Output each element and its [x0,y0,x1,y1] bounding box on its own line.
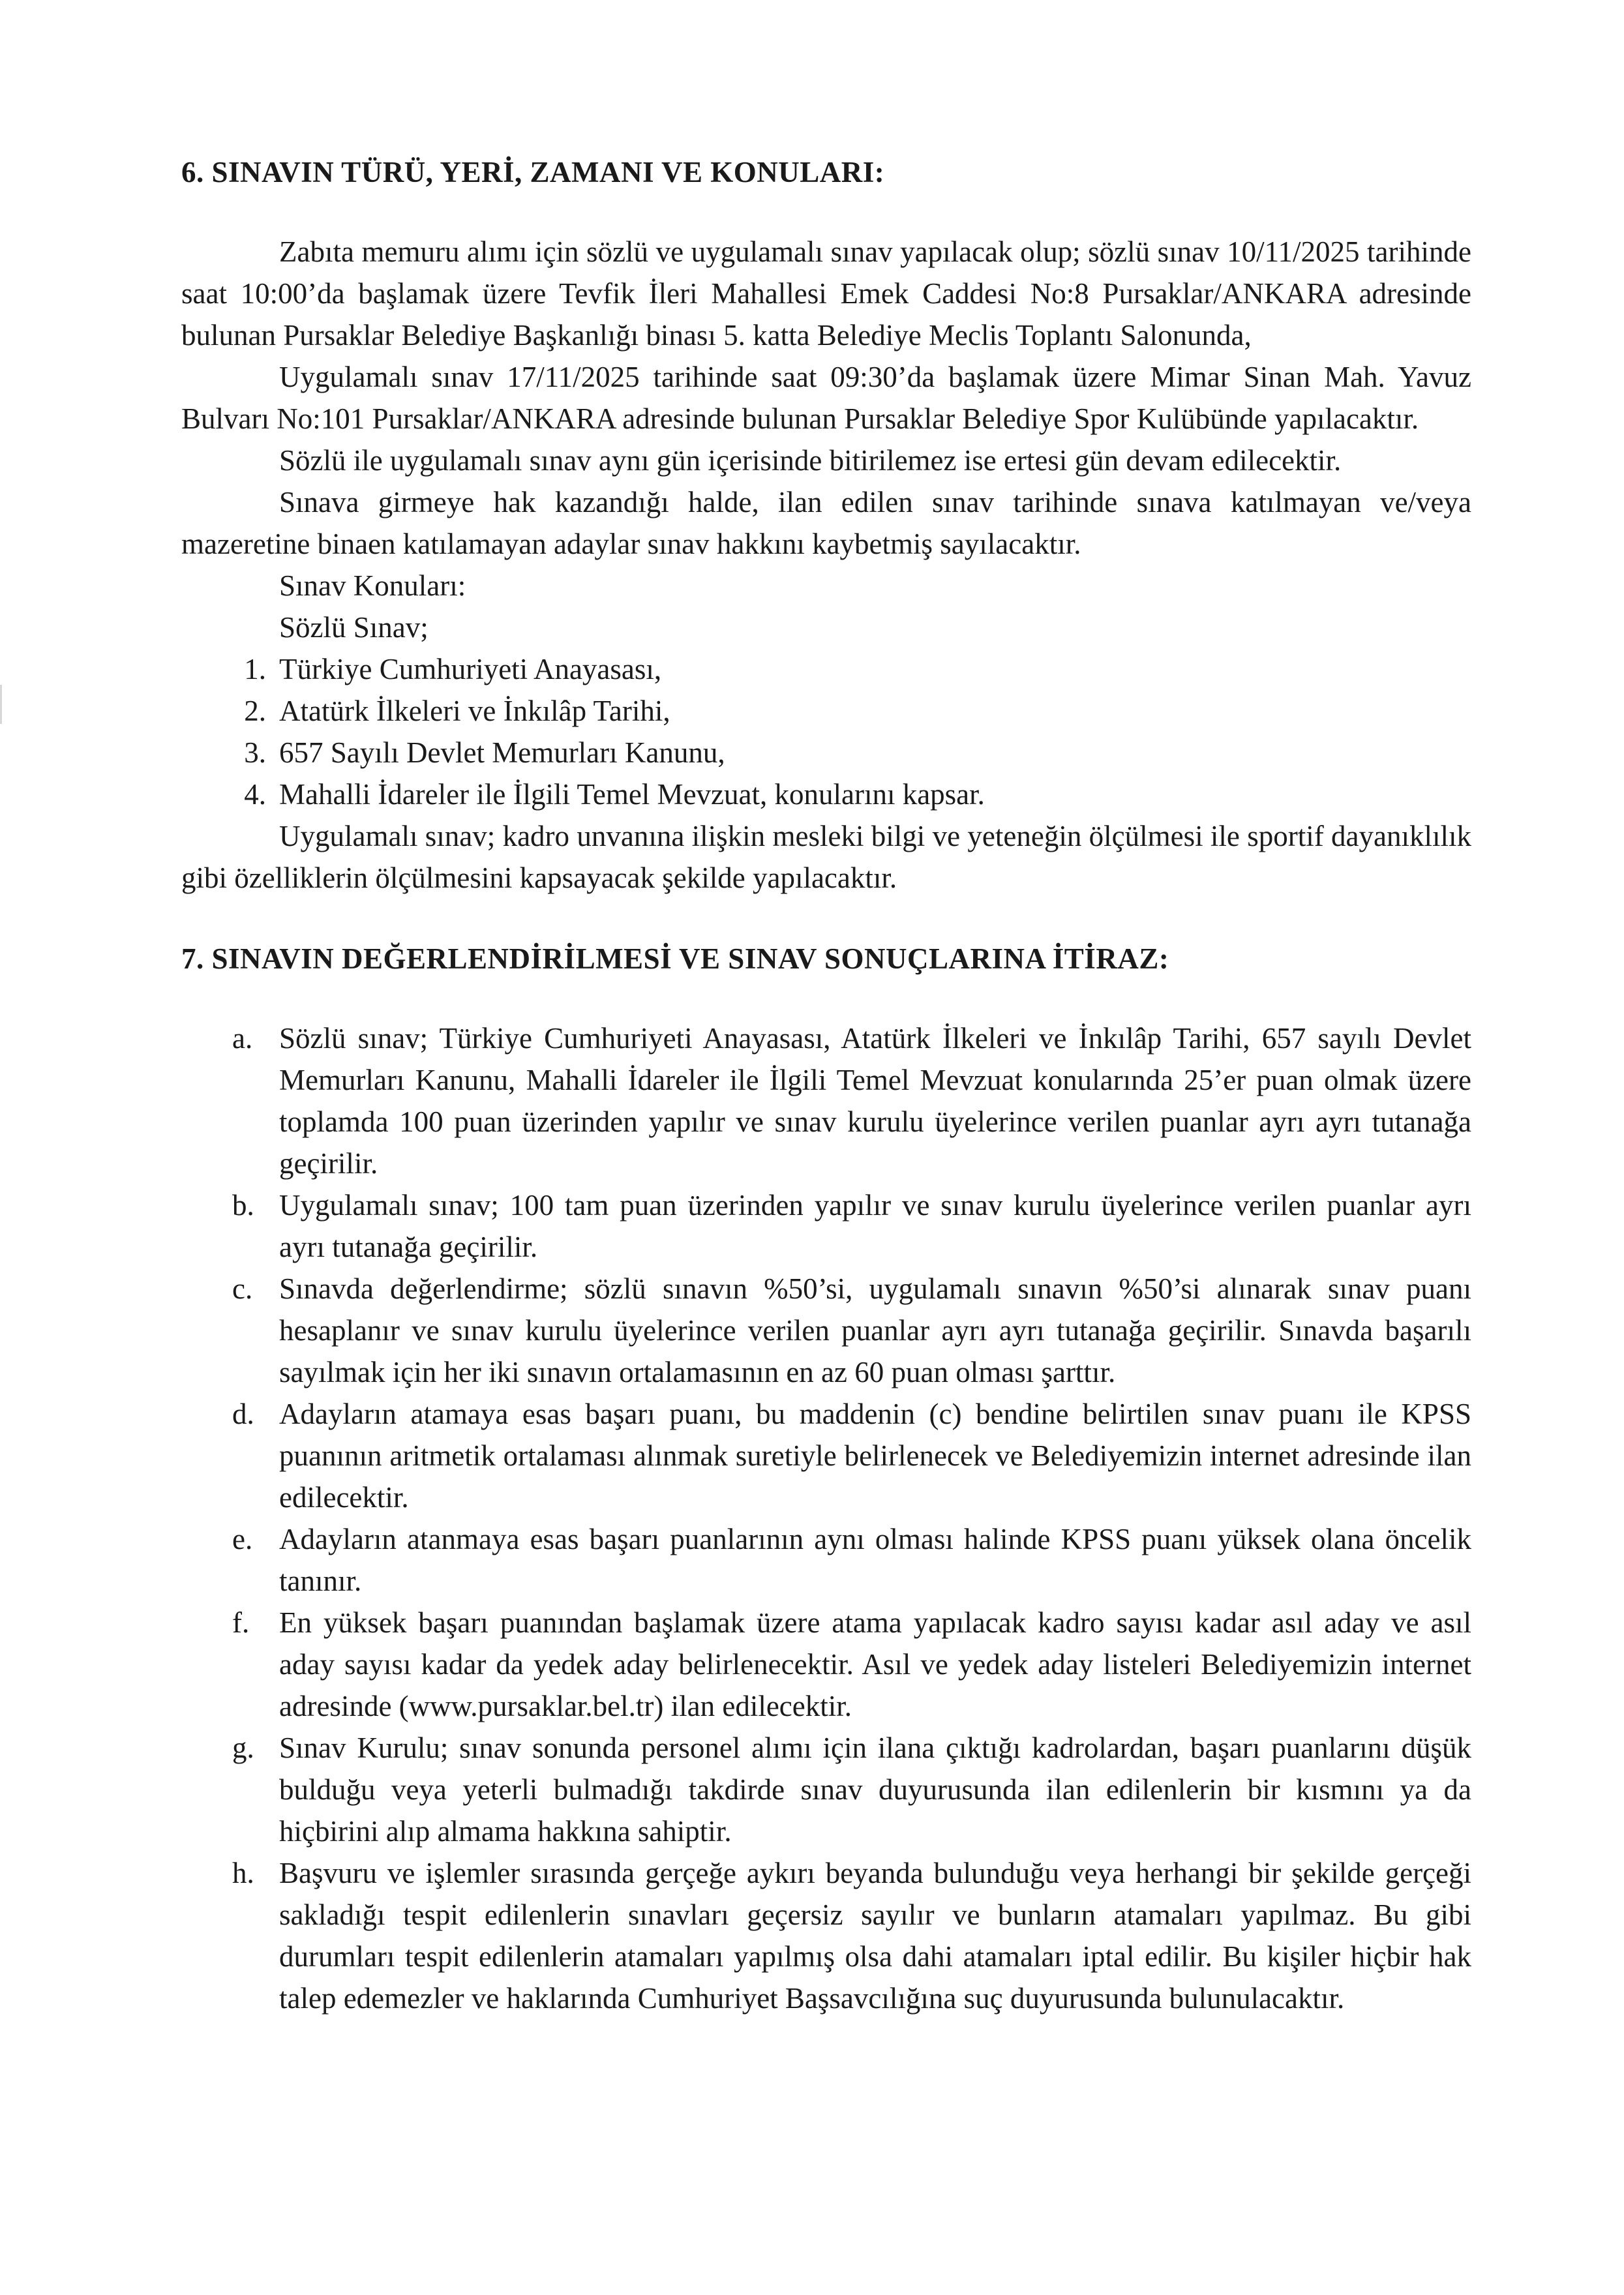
list-item [181,1518,1471,1602]
section-7-heading: 7. SINAVIN DEĞERLENDİRİLMESİ VE SINAV SONUÇLARINA İTİRAZ: [181,942,1169,975]
list-letter: d. [232,1398,254,1430]
list-number: 2. [244,695,266,727]
list-item [181,1727,1471,1852]
list-item [181,1184,1471,1268]
list-letter: a. [232,1022,253,1055]
list-number: 4. [244,778,266,811]
list-item [181,1393,1471,1518]
list-item-text: Uygulamalı sınav; 100 tam puan üzerinden yapılır ve sınav kurulu üyelerince verilen puanlar ayrı ayrı tutanağa geçirilir. [279,1189,1471,1263]
list-item-text: Türkiye Cumhuriyeti Anayasası, [279,653,662,685]
list-item [181,648,1471,690]
list-item-text: Atatürk İlkeleri ve İnkılâp Tarihi, [279,695,670,727]
list-item-text: 657 Sayılı Devlet Memurları Kanunu, [279,736,725,769]
list-item [181,1602,1471,1727]
list-item-text: Mahalli İdareler ile İlgili Temel Mevzuat, konularını kapsar. [279,778,985,811]
exam-topics-list [181,648,1471,815]
list-item-text: Sınav Kurulu; sınav sonunda personel alımı için ilana çıktığı kadrolardan, başarı puanlarını düşük bulduğu veya yeterli bulmadığı takdirde sınav duyurusunda ilan edilenlerin bir kısmını ya da hiçbirini alıp almama hakkına sahiptir. [279,1732,1471,1848]
list-item-text: Sözlü sınav; Türkiye Cumhuriyeti Anayasası, Atatürk İlkeleri ve İnkılâp Tarihi, 657 sayılı Devlet Memurları Kanunu, Mahalli İdareler ile İlgili Temel Mevzuat konularında 25’er puan olmak üzere toplamda 100 puan üzerinden yapılır ve sınav kurulu üyelerince verilen puanlar ayrı ayrı tutanağa geçirilir. [279,1022,1471,1180]
exam-topics-label: Sınav Konuları: [279,569,466,602]
evaluation-list [181,1017,1471,2019]
scan-edge-mark [0,685,2,724]
list-item [181,1017,1471,1184]
list-letter: h. [232,1857,254,1889]
list-number: 1. [244,653,266,685]
list-item-text: Başvuru ve işlemler sırasında gerçeğe aykırı beyanda bulunduğu veya herhangi bir şekilde gerçeği sakladığı tespit edilenlerin sınavları geçersiz sayılır ve bunların atamaları yapılmaz. Bu gibi durumları tespit edilenlerin atamaları yapılmış olsa dahi atamaları iptal edilir. Bu kişiler hiçbir hak talep edemezler ve haklarında Cumhuriyet Başsavcılığına suç duyurusunda bulunulacaktır. [279,1857,1471,2015]
section-6-paragraph-practical-scope: Uygulamalı sınav; kadro unvanına ilişkin mesleki bilgi ve yeteneğin ölçülmesi ile sportif dayanıklılık gibi özelliklerin ölçülmesini kapsayacak şekilde yapılacaktır. [181,820,1471,894]
section-6-paragraph-continuation: Sözlü ile uygulamalı sınav aynı gün içerisinde bitirilemez ise ertesi gün devam edilecektir. [279,444,1342,477]
section-6-heading: 6. SINAVIN TÜRÜ, YERİ, ZAMANI VE KONULARI: [181,156,885,188]
list-letter: c. [232,1272,253,1305]
list-item-text: En yüksek başarı puanından başlamak üzere atama yapılacak kadro sayısı kadar asıl aday ve asıl aday sayısı kadar da yedek aday belirlenecektir. Asıl ve yedek aday listeleri Belediyemizin internet adresinde (www.pursaklar.bel.tr) ilan edilecektir. [279,1606,1471,1722]
section-6-paragraph-practical-exam: Uygulamalı sınav 17/11/2025 tarihinde saat 09:30’da başlamak üzere Mimar Sinan Mah. Yavuz Bulvarı No:101 Pursaklar/ANKARA adresinde bulunan Pursaklar Belediye Spor Kulübünde yapılacaktır. [181,361,1471,435]
list-item [181,732,1471,773]
section-6-paragraph-absence: Sınava girmeye hak kazandığı halde, ilan edilen sınav tarihinde sınava katılmayan ve/veya mazeretine binaen katılamayan adaylar sınav hakkını kaybetmiş sayılacaktır. [181,486,1471,560]
list-item [181,690,1471,732]
section-6-paragraph-oral-exam: Zabıta memuru alımı için sözlü ve uygulamalı sınav yapılacak olup; sözlü sınav 10/11/2025 tarihinde saat 10:00’da başlamak üzere Tevfik İleri Mahallesi Emek Caddesi No:8 Pursaklar/ANKARA adresinde bulunan Pursaklar Belediye Başkanlığı binası 5. katta Belediye Meclis Toplantı Salonunda, [181,235,1471,352]
list-item-text: Adayların atanmaya esas başarı puanlarının aynı olması halinde KPSS puanı yüksek olana öncelik tanınır. [279,1523,1471,1597]
list-letter: b. [232,1189,254,1222]
list-item [181,773,1471,815]
oral-exam-label: Sözlü Sınav; [279,611,429,644]
list-item [181,1852,1471,2019]
list-item-text: Adayların atamaya esas başarı puanı, bu maddenin (c) bendine belirtilen sınav puanı ile KPSS puanının aritmetik ortalaması alınmak suretiyle belirlenecek ve Belediyemizin internet adresinde ilan edilecektir. [279,1398,1471,1514]
list-item-text: Sınavda değerlendirme; sözlü sınavın %50’si, uygulamalı sınavın %50’si alınarak sınav puanı hesaplanır ve sınav kurulu üyelerince verilen puanlar ayrı ayrı tutanağa geçirilir. Sınavda başarılı sayılmak için her iki sınavın ortalamasının en az 60 puan olması şarttır. [279,1272,1471,1388]
document-body [181,151,1471,2019]
list-letter: g. [232,1732,254,1764]
list-letter: f. [232,1606,250,1639]
list-number: 3. [244,736,266,769]
list-letter: e. [232,1523,253,1555]
list-item [181,1268,1471,1393]
